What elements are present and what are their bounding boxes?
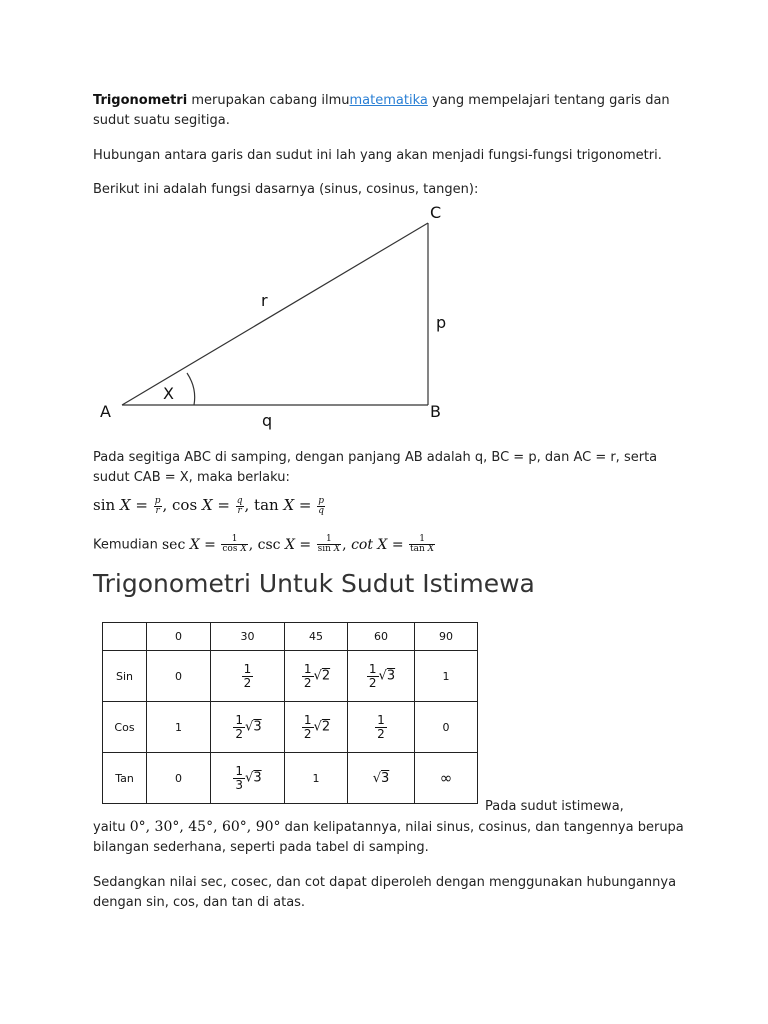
intro-text-after-link: yang mempelajari tentang garis dan bbox=[432, 93, 670, 108]
intro-paragraph bbox=[93, 91, 693, 131]
cell-sin-90: 1 bbox=[415, 651, 478, 702]
cell-cos-45: $\frac{1}{2}$ √2 bbox=[285, 702, 348, 753]
relation-paragraph: Hubungan antara garis dan sudut ini lah yang akan menjadi fungsi-fungsi trigonometri. bbox=[93, 148, 662, 163]
cell-tan-0: 0 bbox=[147, 753, 211, 804]
table-row-tan bbox=[103, 753, 478, 804]
special-paragraph-line1: Pada sudut istimewa, bbox=[485, 799, 624, 814]
vertex-a-label: A bbox=[100, 402, 111, 421]
matematika-link[interactable]: matematika bbox=[349, 93, 428, 108]
side-ac-line bbox=[122, 223, 428, 405]
intro-term: Trigonometri bbox=[93, 93, 188, 108]
section-heading: Trigonometri Untuk Sudut Istimewa bbox=[93, 569, 535, 598]
cell-sin-45: $\frac{1}{2}$ √2 bbox=[285, 651, 348, 702]
cell-tan-60: √3 bbox=[348, 753, 415, 804]
cell-sin-60: $\frac{1}{2}$ √3 bbox=[348, 651, 415, 702]
header-cell-90: 90 bbox=[415, 623, 478, 651]
header-cell-0: 0 bbox=[147, 623, 211, 651]
special-text-2b: dan kelipatannya, nilai sinus, cosinus, dan tangennya berupa bbox=[284, 820, 684, 835]
cell-cos-60: $\frac{1}{2}$ bbox=[348, 702, 415, 753]
last-line2: dengan sin, cos, dan tan di atas. bbox=[93, 895, 306, 910]
basic-formulas: sin X = $\frac{p}{r}$ , cos X = $\frac{q}{r}$ , tan X = $\frac{p}{q}$ bbox=[93, 495, 324, 516]
cell-tan-45: 1 bbox=[285, 753, 348, 804]
side-r-label: r bbox=[261, 291, 268, 310]
basic-functions-paragraph: Berikut ini adalah fungsi dasarnya (sinus, cosinus, tangen): bbox=[93, 182, 479, 197]
row-label-cos: Cos bbox=[103, 702, 147, 753]
side-q-label: q bbox=[262, 411, 273, 430]
vertex-b-label: B bbox=[430, 402, 441, 421]
triangle-line1: Pada segitiga ABC di samping, dengan panjang AB adalah q, BC = p, dan AC = r, serta bbox=[93, 450, 658, 465]
triangle-paragraph bbox=[93, 448, 693, 488]
special-angles-table bbox=[102, 622, 478, 804]
intro-line2: sudut suatu segitiga. bbox=[93, 113, 230, 128]
table-header-row bbox=[103, 623, 478, 651]
triangle-line2: sudut CAB = X, maka berlaku: bbox=[93, 470, 290, 485]
header-cell-empty bbox=[103, 623, 147, 651]
angle-x-arc bbox=[187, 373, 195, 405]
cell-sin-0: 0 bbox=[147, 651, 211, 702]
header-cell-30: 30 bbox=[211, 623, 285, 651]
vertex-c-label: C bbox=[430, 203, 442, 222]
side-p-label: p bbox=[436, 313, 447, 332]
reciprocal-formulas: Kemudian sec X = $\frac{1}{\text{cos X}}$ , csc X = $\frac{1}{\text{sin X}}$ , cot X = $\frac{1}{\text{tan X}}$ bbox=[93, 534, 435, 554]
header-cell-45: 45 bbox=[285, 623, 348, 651]
cell-cos-0: 1 bbox=[147, 702, 211, 753]
cell-sin-30: $\frac{1}{2}$ bbox=[211, 651, 285, 702]
table-row-cos bbox=[103, 702, 478, 753]
cell-tan-30: $\frac{1}{3}$ √3 bbox=[211, 753, 285, 804]
special-text-3: bilangan sederhana, seperti pada tabel di samping. bbox=[93, 840, 429, 855]
angle-x-label: X bbox=[163, 384, 174, 403]
cell-tan-90: ∞ bbox=[415, 753, 478, 804]
last-paragraph bbox=[93, 873, 693, 913]
last-line1: Sedangkan nilai sec, cosec, dan cot dapat diperoleh dengan menggunakan hubungannya bbox=[93, 875, 677, 890]
cell-cos-90: 0 bbox=[415, 702, 478, 753]
table-row-sin bbox=[103, 651, 478, 702]
kemudian-label: Kemudian bbox=[93, 537, 158, 553]
row-label-sin: Sin bbox=[103, 651, 147, 702]
intro-text-before-link: merupakan cabang ilmu bbox=[191, 93, 350, 108]
cell-cos-30: $\frac{1}{2}$ √3 bbox=[211, 702, 285, 753]
special-angles-list: 0°, 30°, 45°, 60°, 90° bbox=[129, 819, 281, 835]
special-yaitu: yaitu bbox=[93, 820, 126, 835]
special-paragraph bbox=[93, 817, 693, 858]
row-label-tan: Tan bbox=[103, 753, 147, 804]
header-cell-60: 60 bbox=[348, 623, 415, 651]
right-triangle-diagram bbox=[90, 198, 470, 430]
